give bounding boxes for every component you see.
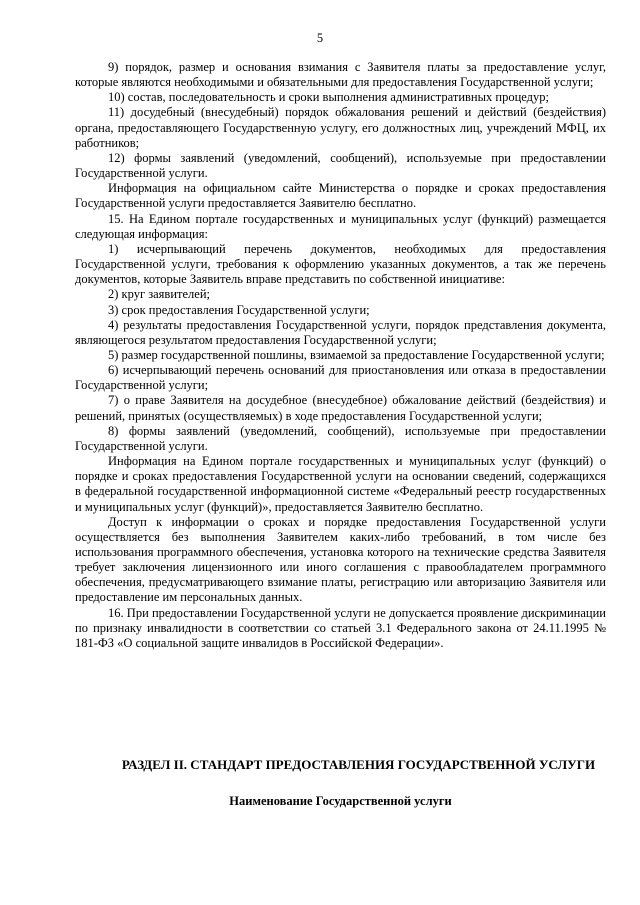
paragraph-portal-info: Информация на Едином портале государственных и муниципальных услуг (функций) о порядке и сроках предоставления Государственной услуги на основании сведений, содержащихся в федеральной государственной информационной системе «Федеральный реестр государственных и муниципальных услуг (функций)», предоставляется Заявителю бесплатно.: [75, 454, 606, 514]
paragraph-item-12: 12) формы заявлений (уведомлений, сообщений), используемые при предоставлении Государственной услуги.: [75, 150, 606, 181]
paragraph-ministry-site-info: Информация на официальном сайте Министерства о порядке и сроках предоставления Государственной услуги предоставляется Заявителю бесплатно.: [75, 181, 606, 211]
paragraph-portal-item-3: 3) срок предоставления Государственной услуги;: [108, 302, 370, 317]
paragraph-access-info: Доступ к информации о сроках и порядке предоставления Государственной услуги осуществляется без выполнения Заявителем каких-либо требований, в том числе без использования программного обеспечения, установка которого на технические средства Заявителя требует заключения лицензионного или иного соглашения с правообладателем программного обеспечения, предусматривающего взимание платы, регистрацию или авторизацию Заявителя или предоставление им персональных данных.: [75, 514, 606, 605]
paragraph-portal-item-6: 6) исчерпывающий перечень оснований для приостановления или отказа в предоставлении Государственной услуги;: [75, 363, 606, 393]
section-heading: РАЗДЕЛ II. СТАНДАРТ ПРЕДОСТАВЛЕНИЯ ГОСУДАРСТВЕННОЙ УСЛУГИ: [121, 757, 596, 772]
paragraph-clause-15: 15. На Едином портале государственных и муниципальных услуг (функций) размещается следующая информация:: [75, 211, 606, 241]
paragraph-portal-item-1: 1) исчерпывающий перечень документов, необходимых для предоставления Государственной услуги, требования к оформлению указанных документов, а так же перечень документов, которые Заявитель вправе представить по собственной инициативе:: [75, 241, 606, 287]
subheading: Наименование Государственной услуги: [229, 794, 452, 808]
paragraph-portal-item-7: 7) о праве Заявителя на досудебное (внесудебное) обжалование действий (бездействия) и решений, принятых (осуществляемых) в ходе предоставления Государственной услуги;: [75, 393, 606, 423]
paragraph-item-11: 11) досудебный (внесудебный) порядок обжалования решений и действий (бездействия) органа, предоставляющего Государственную услугу, его должностных лиц, учреждений МФЦ, их работников;: [75, 105, 606, 150]
page-number: 5: [316, 31, 324, 45]
paragraph-item-9: 9) порядок, размер и основания взимания с Заявителя платы за предоставление услуг, которые являются необходимыми и обязательными для предоставления Государственной услуги;: [75, 60, 606, 90]
paragraph-portal-item-5: 5) размер государственной пошлины, взимаемой за предоставление Государственной услуги;: [108, 347, 605, 362]
paragraph-portal-item-4: 4) результаты предоставления Государственной услуги, порядок представления документа, являющегося результатом предоставления Государственной услуги;: [75, 317, 606, 347]
paragraph-item-10: 10) состав, последовательность и сроки выполнения административных процедур;: [108, 90, 549, 105]
paragraph-portal-item-8: 8) формы заявлений (уведомлений, сообщений), используемые при предоставлении Государственной услуги.: [75, 423, 606, 453]
body-text: [75, 60, 606, 651]
paragraph-clause-16: 16. При предоставлении Государственной услуги не допускается проявление дискриминации по признаку инвалидности в соответствии со статьей 3.1 Федерального закона от 24.11.1995 № 181-ФЗ «О социальной защите инвалидов в Российской Федерации».: [75, 605, 606, 650]
paragraph-portal-item-2: 2) круг заявителей;: [108, 287, 210, 302]
